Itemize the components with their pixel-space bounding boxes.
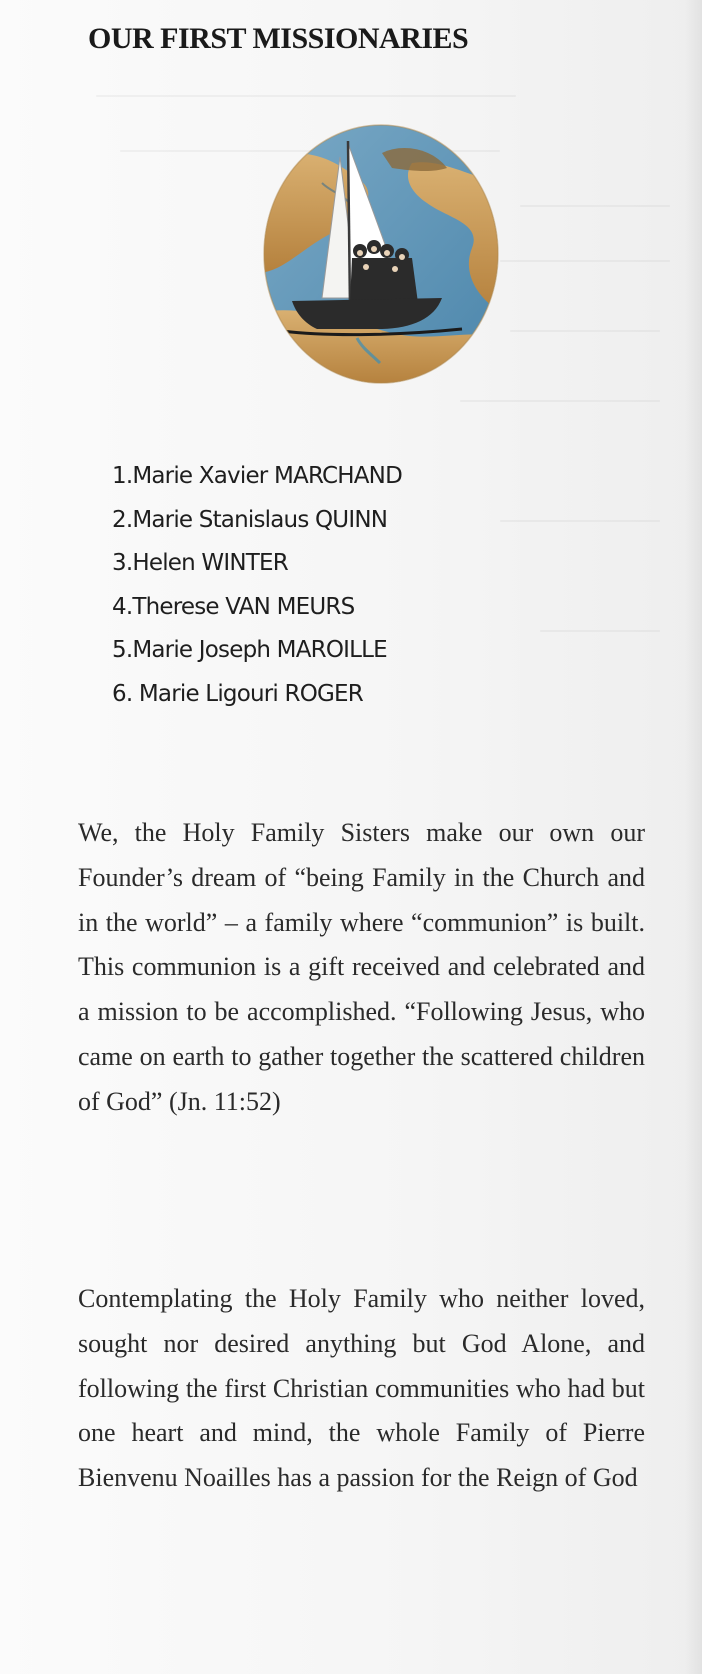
show-through-line: [540, 630, 660, 632]
list-item: 3.Helen WINTER: [112, 550, 288, 576]
show-through-line: [96, 95, 516, 97]
list-item: 4.Therese VAN MEURS: [112, 593, 355, 620]
list-item: 5.Marie Joseph MAROILLE: [112, 637, 387, 663]
show-through-line: [520, 205, 670, 207]
list-item: 2.Marie Stanislaus QUINN: [112, 506, 388, 533]
show-through-line: [460, 400, 660, 402]
page-title: OUR FIRST MISSIONARIES: [88, 22, 469, 55]
show-through-line: [500, 520, 660, 522]
page-edge-shadow: [684, 0, 702, 1674]
show-through-line: [500, 260, 670, 262]
contemplation-paragraph: Contemplating the Holy Family who neither loved, sought nor desired anything but God Alone, and following the first Christian communities who had but one heart and mind, the whole Family of Pierre Bienvenu Noailles has a passion for the Reign of God: [78, 1284, 645, 1493]
missionaries-list: [112, 455, 402, 716]
mission-statement-paragraph: We, the Holy Family Sisters make our own our Founder’s dream of “being Family in the Church and in the world” – a family where “communion” is built. This communion is a gift received and celebrated and a mission to be accomplished. “Following Jesus, who came on earth to gather together the scattered children of God” (Jn. 11:52): [78, 818, 645, 1116]
list-item: 6. Marie Ligouri ROGER: [112, 680, 363, 707]
list-item: 1.Marie Xavier MARCHAND: [112, 463, 402, 489]
sailboat-with-missionaries-emblem-icon: [262, 123, 500, 385]
show-through-line: [510, 330, 660, 332]
